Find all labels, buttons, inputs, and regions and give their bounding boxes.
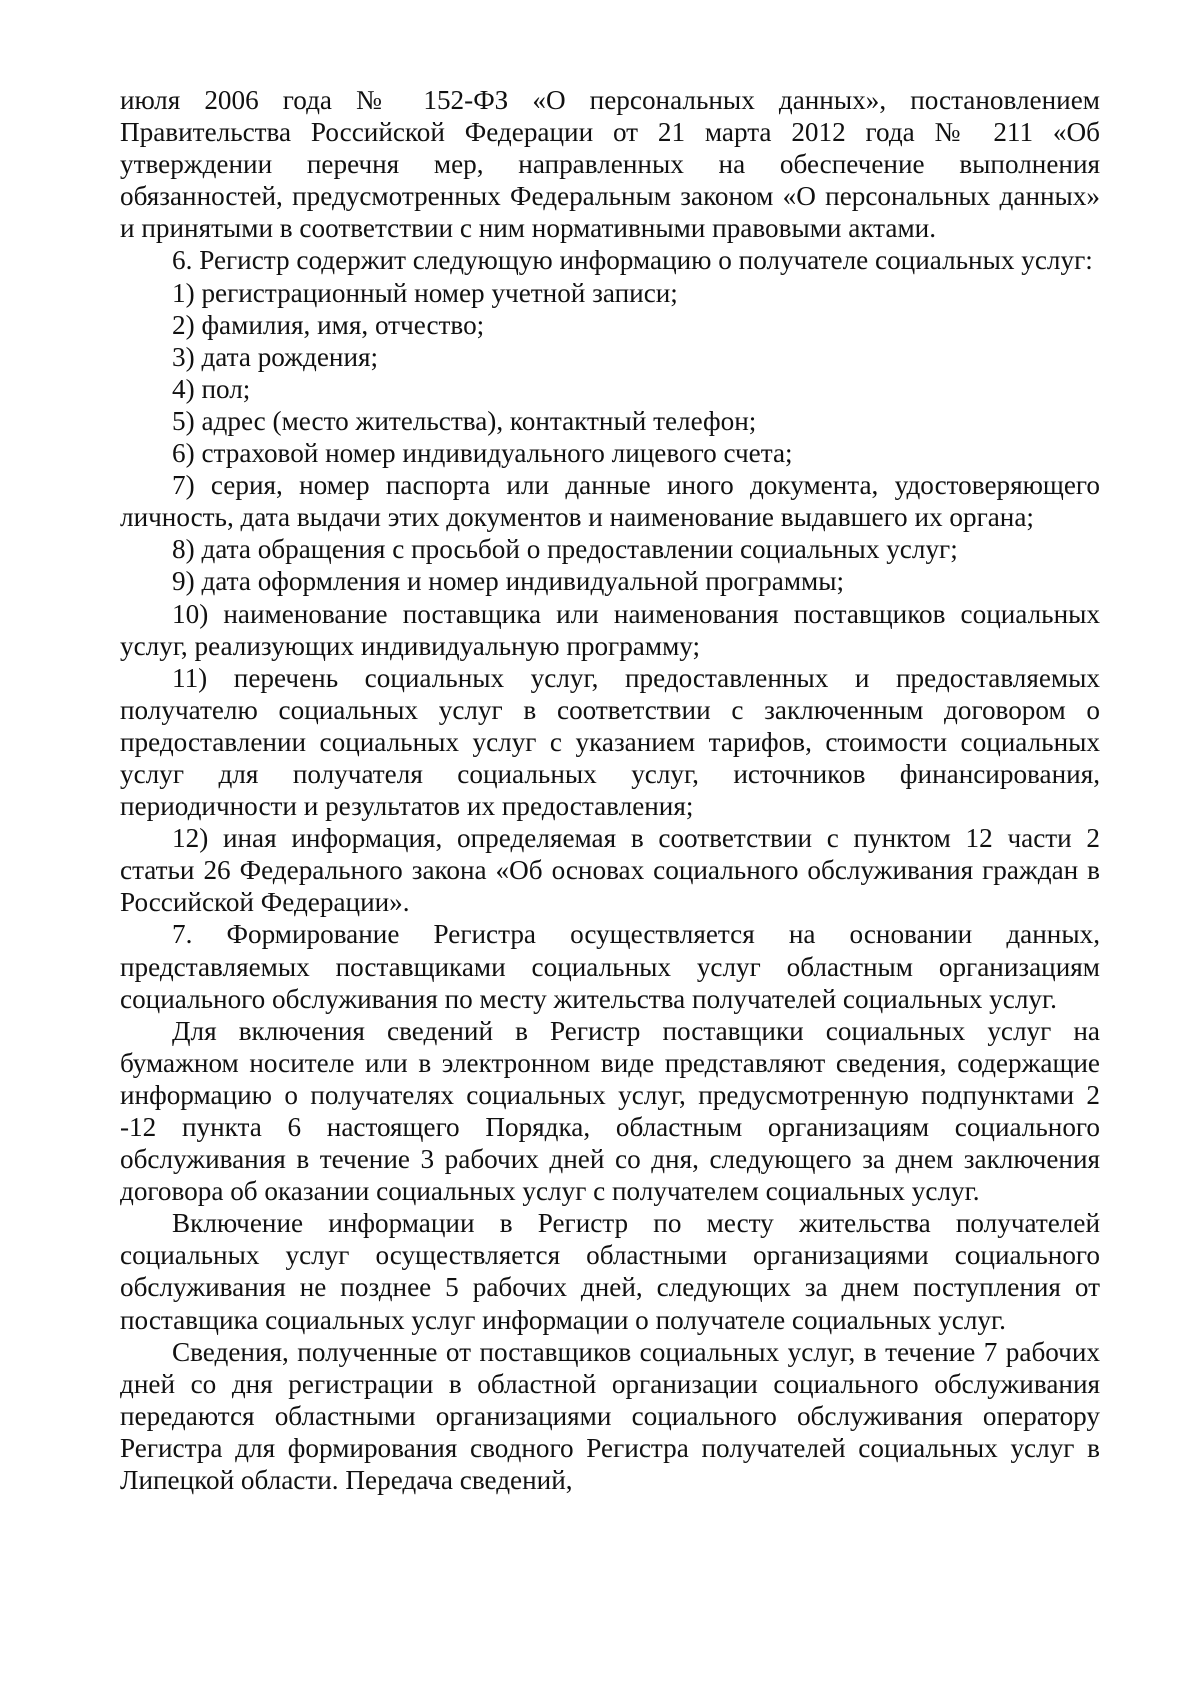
paragraph-intro: июля 2006 года № 152-ФЗ «О персональных данных», постановлением Правительства Российской Федерации от 21 марта 2012 года № 211 «Об утверждении перечня мер, направленных на обеспечение выполнения обязанностей, предусмотренных Федеральным законом «О персональных данных» и принятыми в соответствии с ним нормативными правовыми актами. [120, 85, 1100, 244]
paragraph-body: Сведения, полученные от поставщиков социальных услуг, в течение 7 рабочих дней со дня регистрации в областной организации социального обслуживания передаются областными организациями социального обслуживания оператору Регистра для формирования сводного Регистра получателей социальных услуг в Липецкой области. Передача сведений, [120, 1336, 1100, 1496]
list-item: 4) пол; [172, 373, 251, 404]
list-item: 9) дата оформления и номер индивидуальной программы; [172, 566, 845, 597]
paragraph-body: Включение информации в Регистр по месту жительства получателей социальных услуг осуществляется областными организациями социального обслуживания не позднее 5 рабочих дней, следующих за днем поступления от поставщика социальных услуг информации о получателе социальных услуг. [120, 1208, 1100, 1335]
document-body [120, 84, 1100, 1496]
list-item: 3) дата рождения; [172, 341, 379, 372]
paragraph-body: Для включения сведений в Регистр поставщики социальных услуг на бумажном носителе или в электронном виде представляют сведения, содержащие информацию о получателях социальных услуг, предусмотренную подпунктами 2 -12 пункта 6 настоящего Порядка, областным организациям социального обслуживания в течение 3 рабочих дней со дня, следующего за днем заключения договора об оказании социальных услуг с получателем социальных услуг. [120, 1015, 1100, 1207]
list-item: 1) регистрационный номер учетной записи; [172, 277, 678, 308]
list-item: 11) перечень социальных услуг, предоставленных и предоставляемых получателю социальных услуг в соответствии с заключенным договором о предоставлении социальных услуг с указанием тарифов, стоимости социальных услуг для получателя социальных услуг, источников финансирования, периодичности и результатов их предоставления; [120, 662, 1100, 822]
list-item: 2) фамилия, имя, отчество; [172, 309, 485, 340]
list-item: 5) адрес (место жительства), контактный телефон; [172, 405, 757, 436]
paragraph-6-heading: 6. Регистр содержит следующую информацию о получателе социальных услуг: [172, 245, 1093, 276]
list-item: 6) страховой номер индивидуального лицевого счета; [172, 438, 793, 469]
list-item: 7) серия, номер паспорта или данные иного документа, удостоверяющего личность, дата выдачи этих документов и наименование выдавшего их органа; [120, 470, 1100, 533]
paragraph-7: 7. Формирование Регистра осуществляется на основании данных, представляемых поставщиками социальных услуг областным организациям социального обслуживания по месту жительства получателей социальных услуг. [120, 919, 1100, 1014]
list-item: 10) наименование поставщика или наименования поставщиков социальных услуг, реализующих индивидуальную программу; [120, 598, 1100, 661]
list-item: 8) дата обращения с просьбой о предоставлении социальных услуг; [172, 534, 958, 565]
list-item: 12) иная информация, определяемая в соответствии с пунктом 12 части 2 статьи 26 Федерального закона «Об основах социального обслуживания граждан в Российской Федерации». [120, 823, 1100, 918]
